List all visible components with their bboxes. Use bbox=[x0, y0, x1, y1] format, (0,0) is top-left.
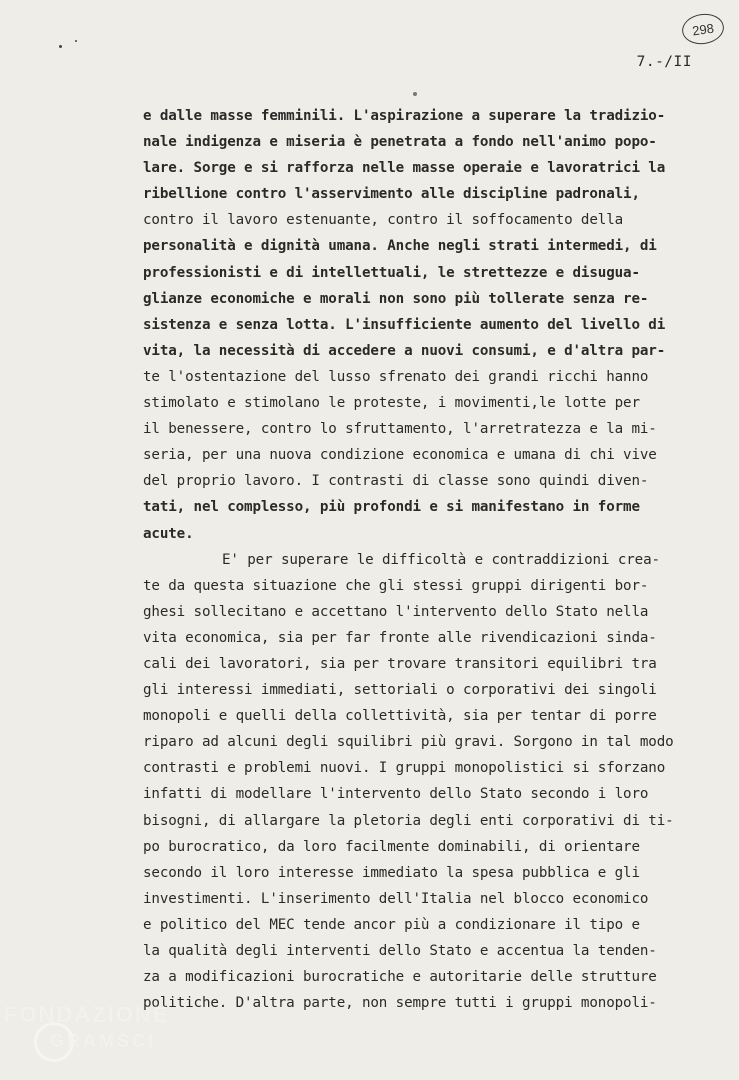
text-line: professionisti e di intellettuali, le strettezze e disugua- bbox=[143, 264, 640, 281]
text-line: nale indigenza e miseria è penetrata a fondo nell'animo popo- bbox=[143, 134, 657, 151]
text-line: te l'ostentazione del lusso sfrenato dei grandi ricchi hanno bbox=[143, 368, 649, 385]
text-line: contro il lavoro estenuante, contro il soffocamento della bbox=[143, 212, 624, 229]
text-line: contrasti e problemi nuovi. I gruppi monopolistici si sforzano bbox=[143, 760, 666, 777]
margin-dot-mark bbox=[59, 45, 62, 48]
text-line: il benessere, contro lo sfruttamento, l'arretratezza e la mi- bbox=[143, 421, 657, 438]
text-line: ghesi sollecitano e accettano l'intervento dello Stato nella bbox=[143, 603, 649, 620]
text-line: lare. Sorge e si rafforza nelle masse operaie e lavoratrici la bbox=[143, 160, 666, 177]
margin-dot-mark bbox=[413, 92, 417, 96]
text-line: gli interessi immediati, settoriali o corporativi dei singoli bbox=[143, 682, 657, 699]
text-line: te da questa situazione che gli stessi gruppi dirigenti bor- bbox=[143, 577, 649, 594]
text-line: seria, per una nuova condizione economica e umana di chi vive bbox=[143, 447, 657, 464]
archive-page-stamp: 298 bbox=[680, 11, 726, 47]
margin-dot-mark bbox=[75, 40, 77, 42]
page-number: 7.-/II bbox=[636, 54, 692, 70]
text-line: del proprio lavoro. I contrasti di classe sono quindi diven- bbox=[143, 473, 649, 490]
archive-watermark bbox=[4, 1004, 169, 1050]
text-line: ribellione contro l'asservimento alle discipline padronali, bbox=[143, 186, 640, 203]
text-line: E' per superare le difficoltà e contraddizioni crea- bbox=[222, 551, 660, 568]
watermark-line-2: GRAMSCI bbox=[50, 1031, 156, 1051]
text-line: secondo il loro interesse immediato la spesa pubblica e gli bbox=[143, 864, 640, 881]
text-line: za a modificazioni burocratiche e autoritarie delle strutture bbox=[143, 969, 657, 986]
text-line: bisogni, di allargare la pletoria degli enti corporativi di ti- bbox=[143, 812, 674, 829]
text-line: vita, la necessità di accedere a nuovi consumi, e d'altra par- bbox=[143, 342, 666, 359]
text-line: sistenza e senza lotta. L'insufficiente aumento del livello di bbox=[143, 316, 666, 333]
text-line: po burocratico, da loro facilmente dominabili, di orientare bbox=[143, 838, 640, 855]
text-line: politiche. D'altra parte, non sempre tutti i gruppi monopoli- bbox=[143, 995, 657, 1012]
text-line: cali dei lavoratori, sia per trovare transitori equilibri tra bbox=[143, 655, 657, 672]
text-line: acute. bbox=[143, 525, 194, 542]
text-line: e dalle masse femminili. L'aspirazione a superare la tradizio- bbox=[143, 108, 666, 124]
text-line: e politico del MEC tende ancor più a condizionare il tipo e bbox=[143, 916, 640, 933]
text-line: vita economica, sia per far fronte alle rivendicazioni sinda- bbox=[143, 629, 657, 646]
text-line: la qualità degli interventi dello Stato e accentua la tenden- bbox=[143, 943, 657, 959]
text-line: investimenti. L'inserimento dell'Italia nel blocco economico bbox=[143, 890, 649, 907]
text-line: infatti di modellare l'intervento dello Stato secondo i loro bbox=[143, 786, 649, 803]
typewritten-text-body bbox=[143, 103, 703, 1016]
watermark-line-1: FONDAZIONE bbox=[4, 1002, 170, 1027]
text-line: riparo ad alcuni degli squilibri più gravi. Sorgono in tal modo bbox=[143, 734, 674, 751]
text-line: glianze economiche e morali non sono più tollerate senza re- bbox=[143, 290, 649, 307]
text-line: tati, nel complesso, più profondi e si manifestano in forme bbox=[143, 499, 640, 516]
text-line: stimolato e stimolano le proteste, i movimenti,le lotte per bbox=[143, 395, 640, 412]
text-line: personalità e dignità umana. Anche negli strati intermedi, di bbox=[143, 238, 657, 255]
text-line: monopoli e quelli della collettività, sia per tentar di porre bbox=[143, 708, 657, 725]
